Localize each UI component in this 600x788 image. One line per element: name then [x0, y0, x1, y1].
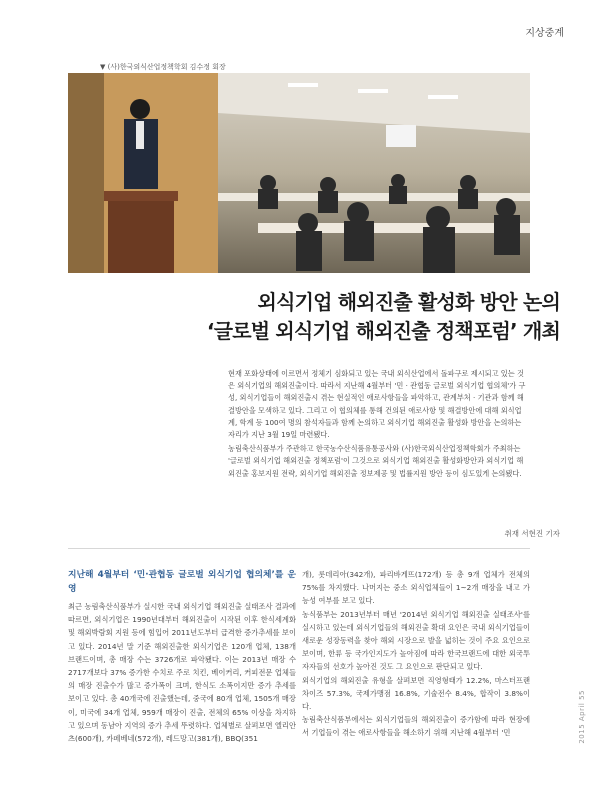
section-subheading: 지난해 4월부터 ‘민·관협동 글로벌 외식기업 협의체’를 운영 — [68, 570, 296, 594]
body-column-right — [302, 568, 530, 740]
headline-line-2: ‘글로벌 외식기업 해외진출 정책포럼’ 개최 — [206, 319, 560, 343]
body-right-text: 개), 롯데리아(342개), 파리바게뜨(172개) 등 총 9개 업체가 전체의 75%를 차지했다. 나머지는 중소 외식업체들이 1~2개 매장을 내고 가능성 여부를 보고 있다. 농식품부는 2013년부터 매년 '2014년 외식기업 해외진출 실태조사'를 실시하고 있는데 외식기업들의 해외진출 확대 요인은 국내 외식기업들이 새로운 성장동력을 찾아 해외 시장으로 발을 넓히는 것이 주요 요인으로 보이며, 한류 등 국가인지도가 높아짐에 따라 한국브랜드에 대한 외국투자자들의 선호가 높아진 것도 그 요인으로 판단되고 있다. 외식기업의 해외진출 유형을 살펴보면 직영형태가 12.2%, 마스터프랜차이즈 57.3%, 국제가맹점 16.8%, 기술전수 8.4%, 합작이 3.8%이다. 농림축산식품부에서는 외식기업들의 해외진출이 증가함에 따라 현장에서 기업들이 겪는 애로사항들을 해소하기 위해 지난해 4월부터 '민 — [302, 570, 530, 738]
intro-text — [228, 368, 528, 482]
divider — [68, 548, 530, 549]
body-column-left — [68, 568, 296, 745]
intro-paragraph-2: 농림축산식품부가 주관하고 한국농수산식품유통공사와 (사)한국외식산업정책학회가 주최하는 '글로벌 외식기업 해외진출 정책포럼'이 그것으로 외식기업 해외진출 활성화방안과 외식기업 해외진출 홍보지원 전략, 외식기업 해외진출 정보제공 및 법률지원 방안 등이 심도있게 논의됐다. — [228, 444, 524, 478]
conference-photo — [68, 73, 530, 273]
headline-line-1: 외식기업 해외진출 활성화 방안 논의 — [257, 290, 560, 314]
byline: 취재 서현진 기자 — [504, 529, 560, 538]
intro-paragraph-1: 현재 포화상태에 이르면서 정체기 심화되고 있는 국내 외식산업에서 돌파구로 제시되고 있는 것은 외식기업의 해외진출이다. 따라서 지난해 4월부터 '민 · 관협동 글로벌 외식기업 협의체'가 구성, 외식기업들이 해외진출시 겪는 현실적인 애로사항들을 파악하고, 관계부처 · 기관과 함께 해결방안을 모색하고 있다. 그리고 이 협의체를 통해 건의된 애로사항 및 해결방안에 대해 외식업계, 학계 등 100여 명의 참석자들과 함께 논의하고 외식기업 해외진출 활성화 방안을 논의하는 자리가 지난 3월 19일 마련됐다. — [228, 369, 526, 440]
photo-caption: ▼ (사)한국외식산업정책학회 김수정 회장 — [100, 63, 226, 71]
article-headline — [0, 288, 560, 346]
page-info: 2015 April 55 — [578, 690, 586, 744]
section-tag: 지상중계 — [525, 28, 564, 39]
body-left-text: 최근 농림축산식품부가 실시한 국내 외식기업 해외진출 실태조사 결과에 따르면, 외식기업은 1990년대부터 해외진출이 시작된 이후 한식세계화 및 해외박람회 지원 등에 힘입어 2011년도부터 급격한 증가추세를 보이고 있다. 2014년 말 기준 해외진출한 외식기업은 120개 업체, 138개 브랜드이며, 총 매장 수는 3726개로 파악됐다. 이는 2013년 매장 수 2717개보다 37% 증가한 수치로 주로 치킨, 베이커리, 커피전문 업체들의 매장 진출수가 많고 증가폭이 크며, 한식도 소폭이지만 증가 추세를 보이고 있다. 총 40개국에 진출했는데, 중국에 80개 업체, 1505개 매장이, 미국에 34개 업체, 959개 매장이 진출, 전체의 65% 이상을 차지하고 있으며 동남아 지역의 증가 추세 뚜렷하다. 업체별로 살펴보면 엘리안츠(600개), 카페베네(572개), 레드망고(381개), BBQ(351 — [68, 602, 296, 744]
